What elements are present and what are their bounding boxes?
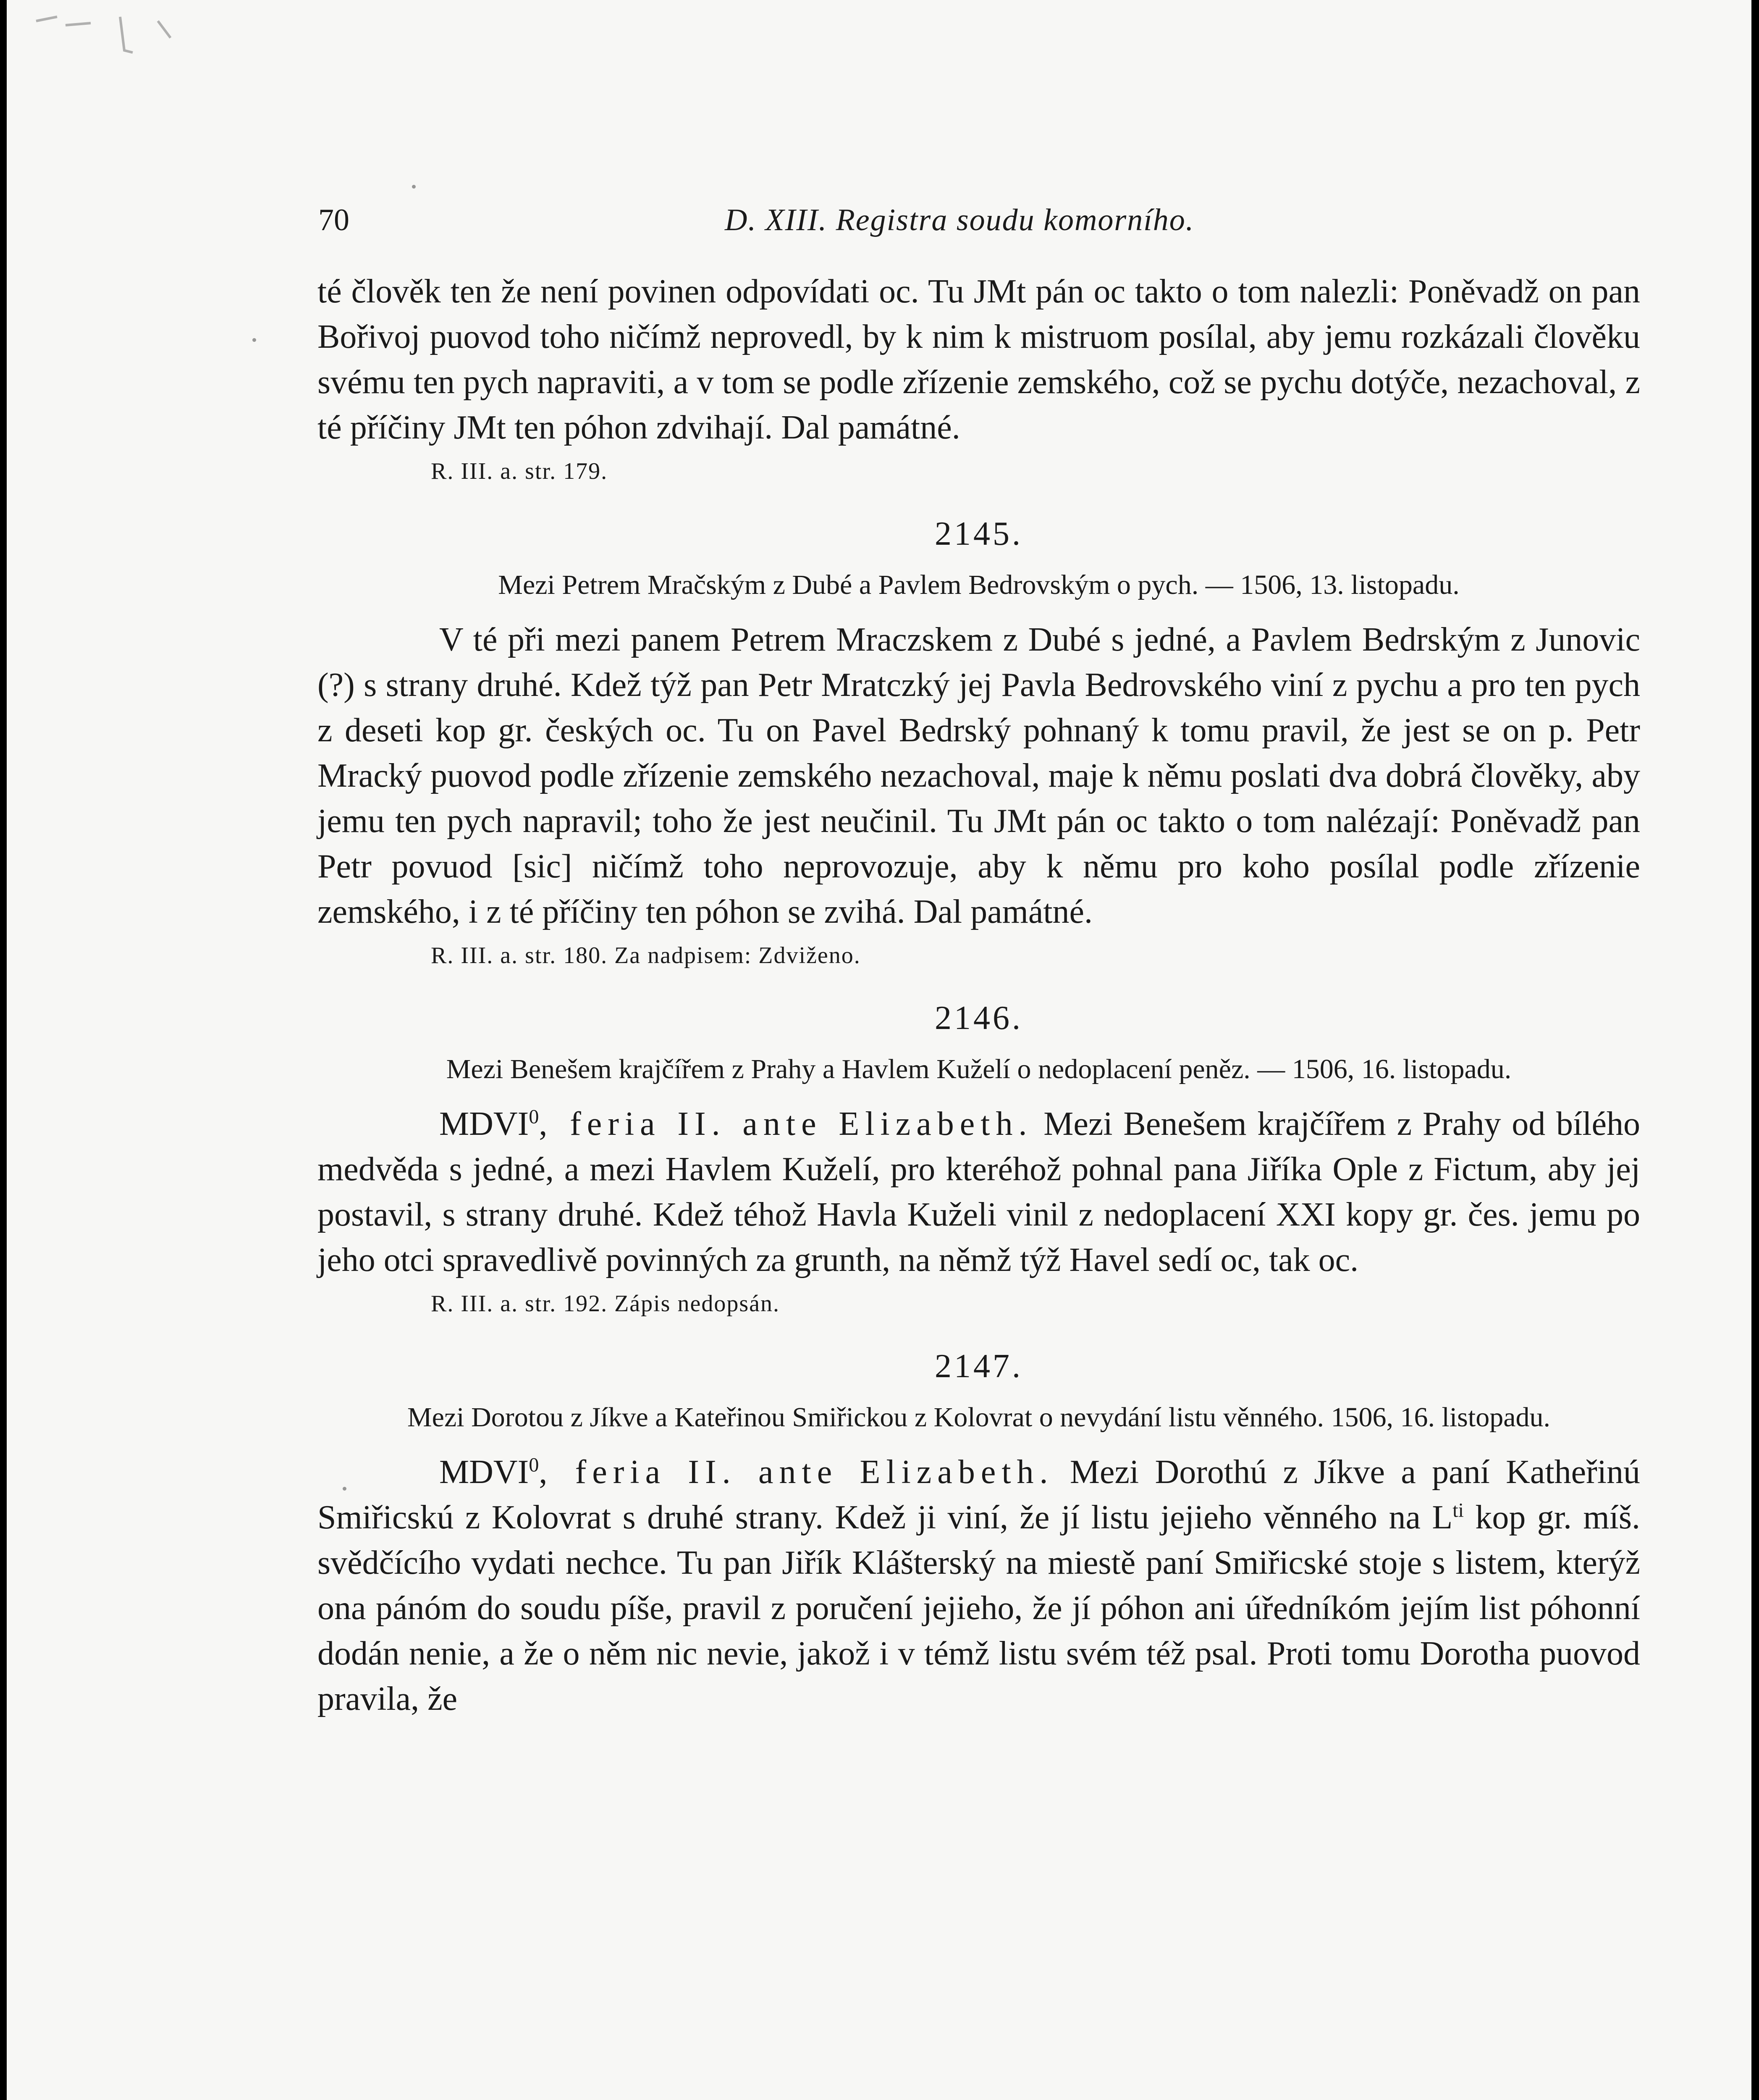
entry-body-part-a: Mezi Dorothú z Jíkve a paní Katheřinú Smiřicskú z Kolovrat s druhé strany. Kdež ji viní, že jí listu jejieho věnného na L [317, 1454, 1641, 1536]
entry-2147 [317, 1347, 1640, 1722]
date-superscript: 0 [529, 1454, 539, 1476]
source-reference: R. III. a. str. 179. [431, 458, 608, 484]
margin-mark [412, 185, 416, 189]
page-number: 70 [318, 203, 349, 237]
entry-2145 [317, 515, 1640, 969]
entry-2146 [317, 999, 1640, 1317]
continuation-paragraph: té člověk ten že není povinen odpovídati oc. Tu JMt pán oc takto o tom nalezli: Poněvadž on pan Bořivoj puovod toho ničímž neprovedl, by k nim k mistruom posílal, aby jemu rozkázali člověku svému ten pych napraviti, a v tom se podle zřízenie zemského, což se pychu dotýče, nezachoval, z té příčiny JMt ten póhon zdvihají. Dal památné. [317, 273, 1640, 446]
scan-artifact [32, 13, 175, 59]
entry-number: 2147. [935, 1348, 1023, 1385]
date-lead: MDVI [439, 1105, 529, 1142]
date-lead-rest: , feria II. ante Elizabeth. [539, 1454, 1054, 1491]
entry-text [317, 1449, 1640, 1722]
source-reference: R. III. a. str. 192. Zápis nedopsán. [431, 1291, 780, 1317]
date-superscript: 0 [529, 1105, 539, 1128]
entry-body: Mezi Benešem krajčířem z Prahy od bílého medvěda s jedné, a mezi Havlem Kuželí, pro kteréhož pohnal pana Jiříka Ople z Fictum, aby jej postavil, s strany druhé. Kdež téhož Havla Kuželi vinil z nedoplacení XXI kopy gr. čes. jemu po jeho otci spravedlivě povinných za grunth, na němž týž Havel sedí oc, tak oc. [317, 1105, 1640, 1278]
source-reference: R. III. a. str. 180. Za nadpisem: Zdviženo. [431, 942, 861, 969]
running-header [305, 197, 1640, 248]
date-lead-rest: , feria II. ante Elizabeth. [539, 1105, 1033, 1142]
margin-mark [252, 338, 256, 342]
entry-summary: Mezi Dorotou z Jíkve a Kateřinou Smiřickou z Kolovrat o nevydání listu věnného. 1506, 16. listopadu. [407, 1402, 1550, 1433]
page-body [317, 269, 1640, 1722]
date-lead: MDVI [439, 1454, 529, 1491]
entry-text [317, 1101, 1640, 1283]
numeral-superscript: ti [1452, 1499, 1464, 1522]
running-title: D. XIII. Registra soudu komorního. [725, 203, 1195, 237]
entry-body-part-b: kop gr. míš. svědčícího vydati nechce. Tu pan Jiřík Klášterský na miestě paní Smiřicské stoje s listem, kterýž ona pánóm do soudu píše, pravil z poručení jejieho, že jí póhon ani úředníkóm jejím list póhonní dodán nenie, a že o něm nic nevie, jakož i v témž listu svém též psal. Proti tomu Dorotha puovod pravila, že [317, 1499, 1641, 1717]
entry-number: 2145. [935, 515, 1023, 552]
entry-text: V té při mezi panem Petrem Mraczskem z Dubé s jedné, a Pavlem Bedrským z Junovic (?) s strany druhé. Kdež týž pan Petr Mratczký jej Pavla Bedrovského viní z pychu a pro ten pych z deseti kop gr. českých oc. Tu on Pavel Bedrský pohnaný k tomu pravil, že jest se on p. Petr Mracký puovod podle zřízenie zemského nezachoval, maje k němu poslati dva dobrá člověky, aby jemu ten pych napravil; toho že jest neučinil. Tu JMt pán oc takto o tom nalézají: Poněvadž pan Petr povuod [sic] ničímž toho neprovozuje, aby k němu pro koho posílal podle zřízenie zemského, i z té příčiny ten póhon se zvihá. Dal památné. [317, 621, 1640, 930]
entry-summary: Mezi Benešem krajčířem z Prahy a Havlem Kuželí o nedoplacení peněz. — 1506, 16. listopadu. [446, 1054, 1512, 1084]
entry-number: 2146. [935, 1000, 1023, 1037]
book-page [7, 0, 1751, 2100]
entry-summary: Mezi Petrem Mračským z Dubé a Pavlem Bedrovským o pych. — 1506, 13. listopadu. [498, 570, 1460, 600]
